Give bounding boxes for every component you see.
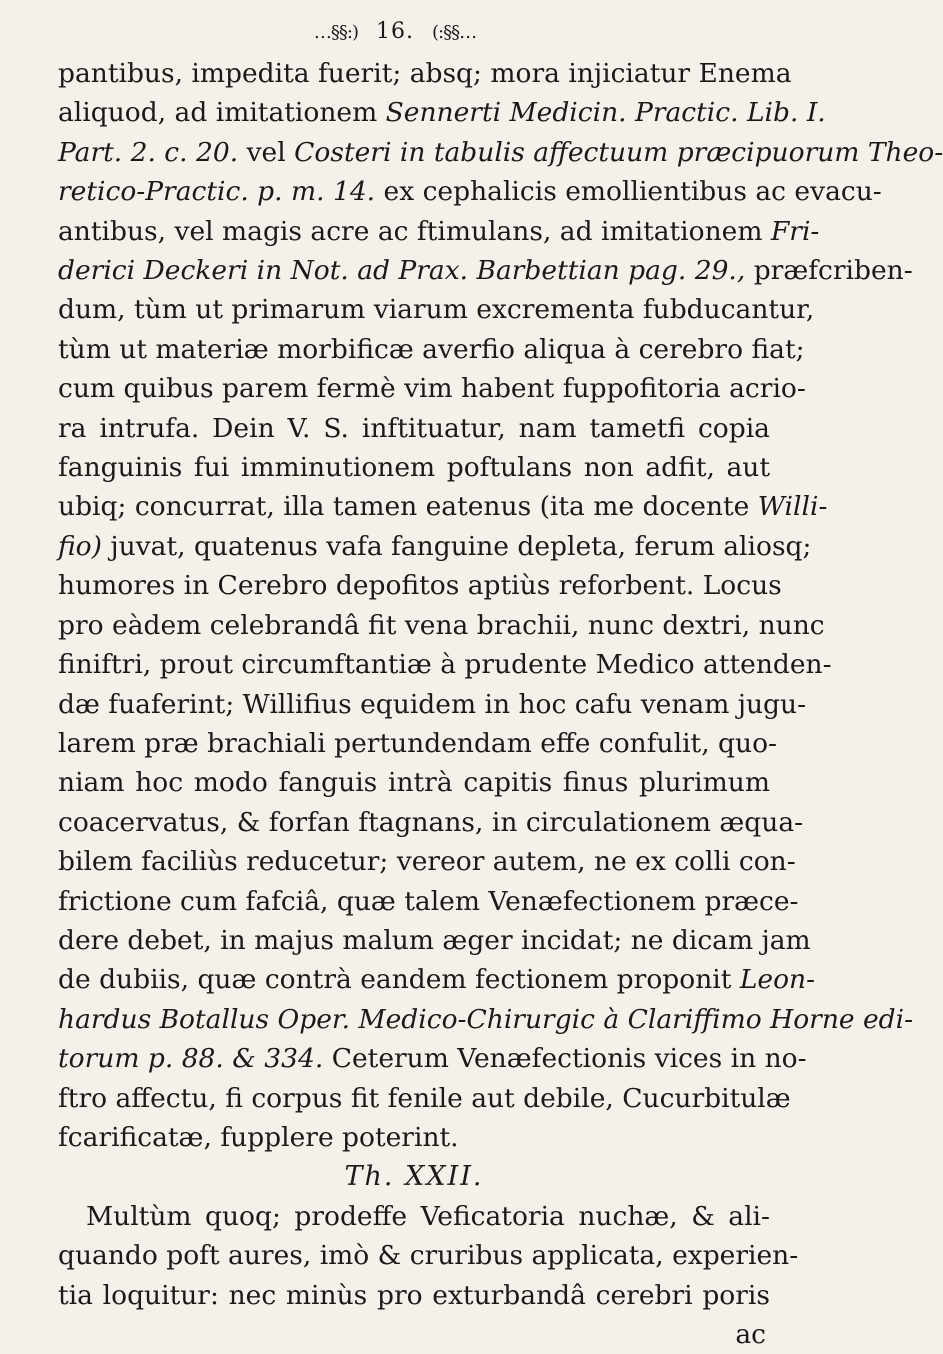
text-line: [58, 1000, 914, 1039]
text-line: [58, 763, 770, 802]
text-segment: ra intrufa. Dein V. S. inftituatur, nam tametfi copia: [58, 412, 770, 444]
text-line: [58, 251, 913, 290]
text-segment: pro eàdem celebrandâ fit vena brachii, nunc dextri, nunc: [58, 609, 825, 641]
text-line: [58, 133, 943, 172]
text-line: [58, 606, 825, 645]
text-line: [58, 685, 807, 724]
text-segment: præfcriben-: [745, 255, 913, 287]
text-line: [58, 645, 832, 684]
text-segment: fanguinis fui imminutionem poftulans non adfit, aut: [58, 452, 770, 484]
text-line: [58, 93, 826, 132]
text-line: [58, 1236, 799, 1275]
text-line: [58, 882, 799, 921]
text-segment: ex cephalicis emollientibus ac evacu-: [375, 176, 882, 208]
text-segment: tia loquitur: nec minùs pro exturbandâ cerebri poris: [58, 1279, 770, 1311]
body-text: [58, 54, 943, 1354]
italic-segment: Part. 2. c. 20.: [58, 136, 239, 168]
text-line: [58, 369, 806, 408]
text-line: [58, 212, 820, 251]
text-segment: Multùm quoq; prodeffe Veficatoria nuchæ, & ali-: [86, 1200, 770, 1232]
text-line: [58, 921, 811, 960]
text-line: [58, 54, 792, 93]
text-line: [58, 566, 782, 605]
italic-segment: torum p. 88. & 334.: [58, 1043, 324, 1075]
italic-segment: Costeri in tabulis affectuum præcipuorum Theo-: [294, 136, 943, 168]
paragraph-1: [58, 54, 943, 1157]
text-segment: aliquod, ad imitationem: [58, 97, 386, 129]
text-segment: bilem faciliùs reducetur; vereor autem, ne ex colli con-: [58, 846, 796, 878]
text-segment: pantibus, impedita fuerit; absq; mora injiciatur Enema: [58, 58, 792, 89]
text-line: [58, 724, 777, 763]
text-segment: finiftri, prout circumftantiæ à prudente Medico attenden-: [58, 649, 832, 681]
text-segment: humores in Cerebro depofitos aptiùs reforbent. Locus: [58, 570, 782, 602]
running-header: [18, 10, 772, 54]
text-segment: quando poft aures, imò & cruribus applicata, experien-: [58, 1240, 799, 1272]
text-line: [58, 1118, 770, 1157]
text-segment: juvat, quatenus vafa fanguine depleta, ferum aliosq;: [101, 530, 812, 562]
text-line: [58, 803, 804, 842]
text-line: [58, 1039, 807, 1078]
text-segment: fcarificatæ, fupplere poterint.: [58, 1121, 459, 1153]
text-line: [58, 330, 805, 369]
text-line: [58, 842, 796, 881]
paragraph-2: [58, 1197, 799, 1315]
text-line: [58, 448, 770, 487]
text-line: [58, 527, 812, 566]
text-segment: dum, tùm ut primarum viarum excrementa fubducantur,: [58, 294, 815, 326]
text-line: [58, 487, 828, 526]
text-segment: coacervatus, & forfan ftagnans, in circulationem æqua-: [58, 806, 804, 838]
text-line: [58, 1197, 770, 1236]
text-line: [58, 172, 882, 211]
text-segment: tùm ut materiæ morbificæ averfio aliqua à cerebro fiat;: [58, 333, 805, 365]
italic-segment: retico-Practic. p. m. 14.: [58, 176, 376, 208]
italic-segment: Leon-: [739, 964, 816, 996]
text-line: [58, 1276, 770, 1315]
text-segment: vel: [238, 136, 295, 168]
italic-segment: Fri-: [770, 215, 820, 247]
text-segment: frictione cum fafciâ, quæ talem Venæfectionem præce-: [58, 885, 799, 917]
text-segment: de dubiis, quæ contrà eandem fectionem proponit: [58, 964, 740, 996]
italic-segment: Willi-: [757, 491, 828, 523]
text-segment: ubiq; concurrat, illa tamen eatenus (ita me docente: [58, 491, 758, 523]
text-segment: ftro affectu, fi corpus fit fenile aut debile, Cucurbitulæ: [58, 1082, 791, 1114]
page-number: 16.: [376, 19, 414, 44]
italic-segment: Sennerti Medicin. Practic. Lib. I.: [385, 97, 826, 129]
italic-segment: fio): [58, 530, 102, 562]
italic-segment: hardus Botallus Oper. Medico-Chirurgic à Clariffimo Horne edi-: [58, 1003, 914, 1035]
text-segment: antibus, vel magis acre ac ftimulans, ad imitationem: [58, 215, 771, 247]
text-line: [58, 409, 770, 448]
text-segment: niam hoc modo fanguis intrà capitis finus plurimum: [58, 767, 770, 799]
catchword: ac: [735, 1319, 766, 1350]
section-heading: Th. XXII.: [344, 1161, 484, 1193]
text-segment: cum quibus parem fermè vim habent fuppofitoria acrio-: [58, 373, 806, 405]
italic-segment: derici Deckeri in Not. ad Prax. Barbettian pag. 29.,: [58, 255, 746, 287]
text-line: [58, 960, 816, 999]
header-ornament-left: …§§:): [313, 22, 358, 43]
text-segment: dæ fuaferint; Willifius equidem in hoc cafu venam jugu-: [58, 688, 807, 720]
text-segment: Ceterum Venæfectionis vices in no-: [323, 1043, 807, 1075]
text-segment: larem præ brachiali pertundendam effe confulit, quo-: [58, 727, 777, 759]
header-ornament-right: (:§§…: [432, 22, 477, 43]
text-line: [58, 290, 815, 329]
text-segment: dere debet, in majus malum æger incidat; ne dicam jam: [58, 924, 811, 956]
text-line: [58, 1079, 791, 1118]
